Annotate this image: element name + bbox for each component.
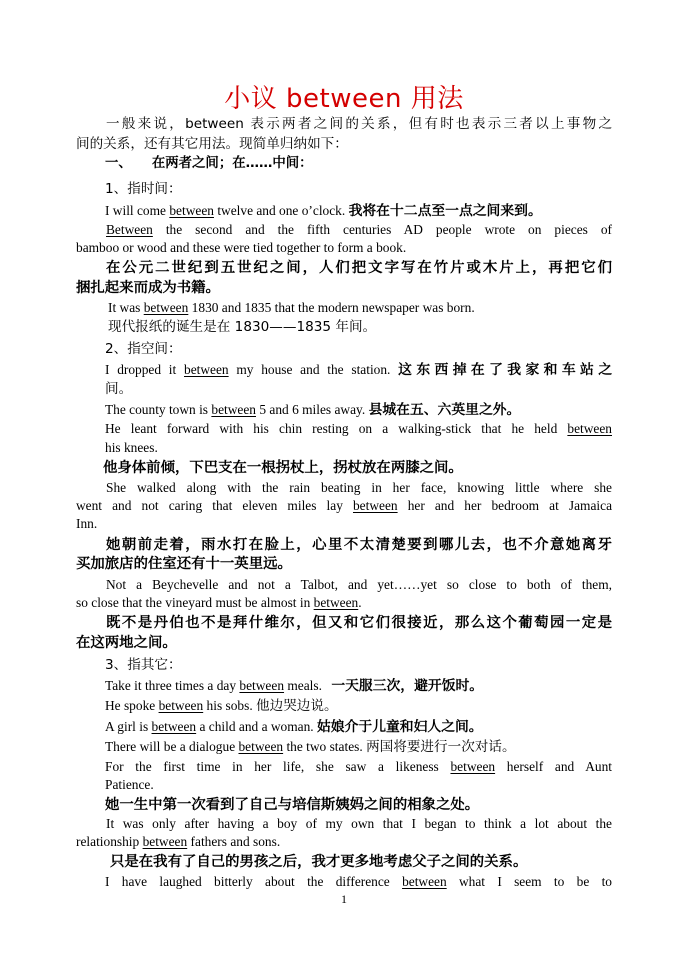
keyword: between <box>450 759 496 774</box>
example-line <box>105 420 612 438</box>
example-line <box>76 497 612 515</box>
translation-line: 她一生中第一次看到了自己与培信斯姨妈之间的相象之处。 <box>105 797 480 813</box>
example-text: a child and a woman. <box>196 719 314 734</box>
example-text: fathers and sons. <box>187 834 281 849</box>
example-text: her and her bedroom at Jamaica <box>397 498 613 513</box>
translation: 这东西掉在了我家和车站之 <box>398 362 613 378</box>
page-number: 1 <box>341 892 347 906</box>
example-text: I will come <box>105 203 170 218</box>
translation: 姑娘介于儿童和妇人之间。 <box>317 719 483 735</box>
keyword: between <box>158 698 204 713</box>
example-line: She walked along with the rain beating in her face, knowing little where she <box>106 480 612 495</box>
example-text: herself and Aunt <box>495 759 612 774</box>
example-text: He spoke <box>105 698 159 713</box>
translation-line: 他身体前倾，下巴支在一根拐杖上，拐杖放在两膝之间。 <box>103 460 463 476</box>
example-text: He leant forward with his chin resting on a walking-stick that he held <box>105 421 568 436</box>
example-text: There will be a dialogue <box>105 739 239 754</box>
section-heading-1: 一、 在两者之间；在……中间： <box>105 156 313 171</box>
keyword: Between <box>106 222 153 237</box>
example-text: the second and the fifth centuries AD people wrote on pieces of <box>152 222 612 237</box>
translation-line: 间。 <box>105 381 133 397</box>
example-text: his sobs. <box>203 698 253 713</box>
example-line: his knees. <box>105 440 158 455</box>
example-line <box>105 361 612 379</box>
example-line <box>76 221 612 239</box>
document-title: 小议 between 用法 <box>224 84 464 114</box>
example-text: It was <box>108 300 144 315</box>
sub-heading-space: 2、指空间： <box>105 341 182 357</box>
keyword: between <box>211 402 256 417</box>
translation-line: 她朝前走着，雨水打在脸上，心里不太清楚要到哪儿去，也不介意她离牙 <box>106 537 612 553</box>
example-line <box>105 697 612 715</box>
translation-line: 只是在我有了自己的男孩之后，我才更多地考虑父子之间的关系。 <box>110 854 528 870</box>
example-line: Inn. <box>76 516 98 531</box>
example-text: 1830 and 1835 that the modern newspaper was born. <box>188 300 475 315</box>
keyword: between <box>169 203 214 218</box>
example-line: Not a Beychevelle and not a Talbot, and yet……yet so close to both of them, <box>106 577 612 592</box>
example-text: For the first time in her life, she saw a likeness <box>105 759 451 774</box>
translation: 我将在十二点至一点之间来到。 <box>348 203 542 219</box>
example-line <box>105 299 615 317</box>
translation-line: 既不是丹伯也不是拜什维尔，但又和它们很接近，那么这个葡萄园一定是 <box>106 615 612 631</box>
example-line: It was only after having a boy of my own that I began to think a lot about the <box>106 816 612 831</box>
sub-heading-other: 3、指其它： <box>105 657 182 673</box>
keyword: between <box>352 498 398 513</box>
translation-line: 在这两地之间。 <box>76 635 177 651</box>
example-line <box>76 833 612 851</box>
example-text: my house and the station. <box>228 362 391 377</box>
example-line <box>105 738 612 756</box>
example-line <box>105 873 612 891</box>
example-text: the two states. <box>283 739 363 754</box>
example-line <box>105 202 612 220</box>
intro-line-1: 一般来说，between 表示两者之间的关系，但有时也表示三者以上事物之 <box>106 116 612 132</box>
keyword: between <box>238 739 284 754</box>
sub-heading-time: 1、指时间： <box>105 181 182 197</box>
translation-line: 买加旅店的住室还有十一英里远。 <box>76 556 292 572</box>
example-line: bamboo or wood and these were tied together to form a book. <box>76 240 407 255</box>
example-text: twelve and one o’clock. <box>213 203 346 218</box>
intro-line-2: 间的关系，还有其它用法。现简单归纳如下： <box>76 136 348 152</box>
example-text: relationship <box>76 834 143 849</box>
example-text: Take it three times a day <box>105 678 240 693</box>
keyword: between <box>239 678 285 693</box>
keyword: between <box>143 300 189 315</box>
keyword: between <box>184 362 229 377</box>
example-line: Patience. <box>105 777 154 792</box>
translation-line: 在公元二世纪到五世纪之间，人们把文字写在竹片或木片上，再把它们 <box>106 260 612 276</box>
example-text: meals. <box>284 678 322 693</box>
translation: 一天服三次，避开饭时。 <box>331 678 484 694</box>
example-text: I have laughed bitterly about the difference <box>105 874 403 889</box>
translation-line: 捆扎起来而成为书籍。 <box>76 280 220 296</box>
example-text: The county town is <box>105 402 212 417</box>
keyword: between <box>567 421 612 436</box>
keyword: between <box>402 874 447 889</box>
example-text: A girl is <box>105 719 152 734</box>
example-text: . <box>358 595 362 610</box>
translation: 县城在五、六英里之外。 <box>368 402 521 418</box>
example-line <box>105 401 612 419</box>
example-text: 5 and 6 miles away. <box>256 402 366 417</box>
example-text: I dropped it <box>105 362 184 377</box>
translation: 他边哭边说。 <box>256 698 338 714</box>
keyword: between <box>313 595 359 610</box>
example-text: so close that the vineyard must be almost in <box>76 595 314 610</box>
translation-line: 现代报纸的诞生是在 1830——1835 年间。 <box>108 319 377 335</box>
example-line <box>105 718 612 736</box>
keyword: between <box>142 834 188 849</box>
example-line <box>76 594 612 612</box>
example-line <box>105 677 612 695</box>
example-text: what I seem to be to <box>446 874 612 889</box>
example-text: went and not caring that eleven miles lay <box>76 498 353 513</box>
translation: 两国将要进行一次对话。 <box>366 739 516 755</box>
keyword: between <box>151 719 197 734</box>
example-line <box>105 758 612 776</box>
